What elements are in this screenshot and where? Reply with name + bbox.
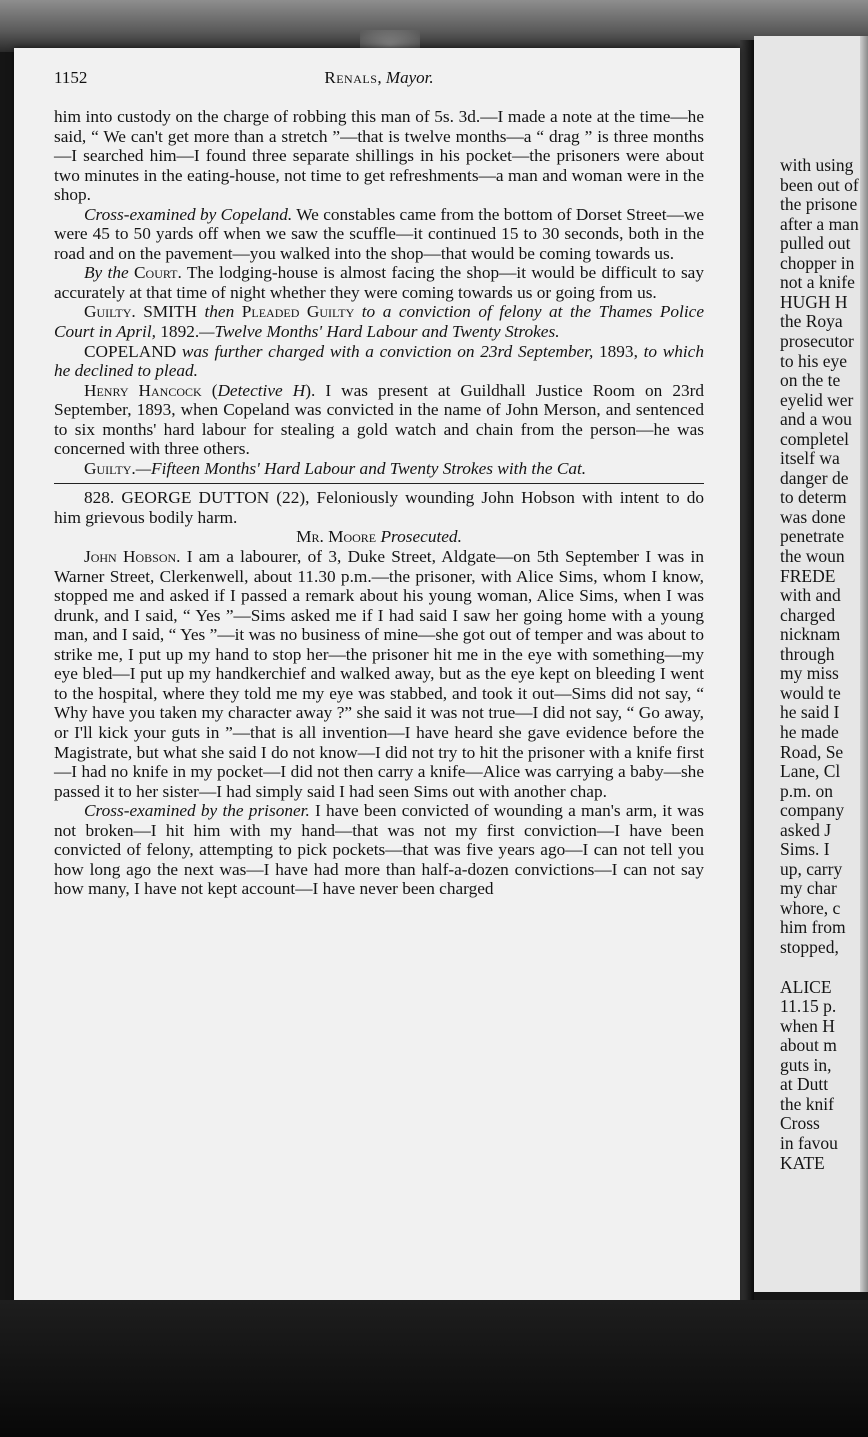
defendant-name: COPELAND (84, 341, 182, 361)
page-header (54, 68, 704, 92)
witness-role: Detective H (217, 380, 306, 400)
running-head-title: Mayor. (385, 68, 434, 87)
paragraph-text: I am a labourer, of 3, Duke Street, Aldgate—on 5th September I was in Warner Street, Clerkenwell, about 11.30 p.m.—the prisoner, with Alice Sims, whom I know, stopped me and asked if I passed a remark about his young woman, Alice Sims, when I was drunk, and I said, “ Yes ”—Sims asked me if I had said I saw her going home with a young man, and I said, “ Yes ”—it was no business of mine—she got out of temper and was about to strike me, I put up my hand to stop her—the prisoner hit me in the eye with something—my eye bled—I put up my handkerchief and walked away, but as the eye kept on bleeding I went to the hospital, where they told me my eye was stabbed, and took it out—Sims did not say, “ Why have you taken my character away ?” she said it was not true—I did not say, “ Go away, or I'll kick your guts in ”—that is all invention—I have heard she gave evidence before the Magistrate, but what she said I do not know—I did not try to hit the prisoner with a knife first—I had no knife in my pocket—I did not then carry a knife—Alice was carrying a baby—she passed it to her sister—I had simply said I had seen Sims out with another chap. (54, 547, 704, 801)
case-number: 828. (84, 488, 115, 508)
paragraph-text: ( (201, 380, 218, 400)
facing-page-line: been out of (780, 174, 859, 195)
running-head (54, 68, 704, 88)
sentence-text: —Fifteen Months' Hard Labour and Twenty Strokes with the Cat. (135, 458, 587, 478)
facing-page-line: and a wou (780, 409, 852, 430)
year-text: 1893, (599, 341, 644, 361)
sentence-text: —Twelve Months' Hard Labour and Twenty Strokes. (199, 322, 560, 342)
facing-page-line: stopped, (780, 937, 839, 957)
facing-page-line: chopper in (780, 252, 855, 273)
running-head-name: Renals (324, 68, 378, 87)
facing-page-line: pulled out (780, 233, 851, 254)
prosecutor-name: Mr. Moore (296, 527, 381, 547)
paragraph-text: The lodging-house is almost facing the shop—it would be difficult to say accurately at that time of night whether they were coming towards us or going from us. (54, 263, 704, 302)
facing-page-line: eyelid wer (780, 389, 854, 410)
facing-page-line: the knif (780, 1093, 834, 1114)
book-gutter (740, 40, 754, 1305)
court-lead-court: Court. (134, 263, 182, 283)
facing-page-line: my miss (780, 663, 839, 684)
facing-page-line: my char (780, 878, 837, 899)
pleaded-guilty-label: Pleaded Guilty (234, 302, 362, 322)
prosecutor-line (54, 527, 704, 547)
facing-page-line: on the te (780, 370, 841, 391)
scan-bottom-edge (0, 1300, 868, 1437)
testimony-paragraph: him into custody on the charge of robbing this man of 5s. 3d.—I made a note at the time—he said, “ We can't get more than a stretch ”—that is twelve months—a “ drag ” is three months—I searched him—I found three separate shillings in his pocket—the prisoners were about two minutes in the eating-house, not time to get refreshments—a man and woman were in the shop. (54, 107, 704, 205)
facing-page-line: the Roya (780, 311, 843, 332)
facing-page-line: to determ (780, 487, 847, 508)
court-paragraph (54, 263, 704, 302)
year-text: 1892. (160, 322, 200, 342)
guilty-label: Guilty. (84, 302, 136, 322)
case-divider-rule (54, 483, 704, 484)
facing-page-line: 11.15 p. (780, 996, 837, 1017)
paragraph-text: (22), Feloniously wounding John Hobson with intent to do him grievous bodily harm. (54, 488, 704, 527)
witness-name: Henry Hancock (84, 380, 202, 400)
scan-top-edge (0, 0, 868, 52)
facing-page-line: completel (780, 428, 850, 449)
facing-page-line: he said I (780, 702, 840, 723)
facing-page-line: with using (780, 155, 854, 175)
paragraph-text: then (204, 302, 235, 322)
running-head-comma: , (377, 68, 386, 87)
facing-page-line: prosecutor (780, 330, 854, 351)
facing-page-line: Sims. I (780, 839, 830, 860)
verdict-copeland-paragraph (54, 459, 704, 479)
facing-page-line: through (780, 643, 835, 664)
witness-name: John Hobson. (84, 547, 181, 567)
verdict-smith-paragraph (54, 302, 704, 341)
paragraph-text: I have been convicted of wounding a man's arm, it was not broken—I hit him with my hand—that was not my first conviction—I have been convicted of felony, attempting to pick pockets—that was five years ago—I can not tell you how long ago the next was—I have had more than half-a-dozen convictions—I can not say how many, I have not kept account—I have never been charged (54, 801, 704, 899)
facing-page-line: KATE (780, 1152, 825, 1173)
paragraph-text: to which he declined to plead. (54, 341, 704, 381)
facing-page-line: up, carry (780, 858, 843, 879)
facing-page-line: the prisone (780, 194, 858, 215)
cross-examination-paragraph (54, 205, 704, 264)
facing-page-line: in favou (780, 1132, 838, 1153)
facing-page-line: company (780, 800, 845, 821)
cross-examination-lead: Cross-examined by Copeland. (84, 204, 293, 224)
paragraph-text: ). (305, 380, 326, 400)
facing-page-line: ALICE (780, 976, 832, 997)
facing-page-line: danger de (780, 467, 849, 488)
cross-examination-lead: Cross-examined by the prisoner. (84, 801, 310, 821)
facing-page-line: Lane, Cl (780, 761, 841, 782)
facing-page-line: Cross (780, 1113, 820, 1134)
guilty-label: Guilty. (84, 458, 136, 478)
facing-page-line: about m (780, 1035, 837, 1056)
cross-examination-paragraph (54, 801, 704, 899)
facing-page-line: he made (780, 721, 839, 742)
paragraph-text: Prosecuted. (380, 527, 462, 547)
facing-page-line: would te (780, 682, 841, 703)
facing-page-line: the woun (780, 546, 845, 566)
case-heading-paragraph (54, 488, 704, 527)
witness-hobson-paragraph (54, 547, 704, 801)
paragraph-text: to a conviction of felony at the Thames Police Court in April, (54, 302, 704, 342)
facing-page-line: when H (780, 1015, 835, 1036)
page-number: 1152 (54, 68, 88, 87)
facing-page-line: not a knife (780, 272, 855, 293)
court-lead-by: By the (84, 263, 135, 283)
facing-page-line: penetrate (780, 526, 845, 547)
facing-page-line: guts in, (780, 1054, 832, 1075)
facing-page-line: at Dutt (780, 1074, 829, 1095)
facing-page-fragment (754, 36, 868, 1292)
facing-page-line: him from (780, 917, 846, 938)
facing-page-line: asked J (780, 819, 832, 840)
witness-hancock-paragraph (54, 381, 704, 459)
facing-page-line: itself wa (780, 448, 840, 469)
facing-page-line: after a man (780, 213, 859, 234)
facing-page-line: was done (780, 506, 846, 527)
facing-page-line: p.m. on (780, 780, 833, 801)
facing-page-line: with and (780, 585, 841, 606)
page-body-text (54, 107, 704, 899)
defendant-name: GEORGE DUTTON (114, 488, 277, 508)
further-charge-paragraph (54, 342, 704, 381)
facing-page-line: whore, c (780, 897, 841, 918)
facing-page-line: nicknam (780, 624, 841, 645)
facing-page-line: HUGH H (780, 291, 848, 312)
paragraph-text: was further charged with a conviction on 23rd September, (181, 341, 599, 361)
facing-page-line: FREDE (780, 565, 836, 586)
facing-page-line: Road, Se (780, 741, 844, 762)
facing-page-line: to his eye (780, 350, 848, 371)
defendant-name: SMITH (135, 302, 205, 322)
facing-page-line: charged (780, 604, 836, 625)
paragraph-text: I was present at Guildhall Justice Room on 23rd September, 1893, when Copeland was convicted in the name of John Merson, and sentenced to six months' hard labour for stealing a gold watch and chain from the person—he was concerned with three others. (54, 380, 705, 459)
paragraph-text: We constables came from the bottom of Dorset Street—we were 45 to 50 yards off when we saw the scuffle—it continued 15 to 30 seconds, both in the road and on the pavement—you walked into the shop—that would be coming towards us. (54, 204, 704, 263)
